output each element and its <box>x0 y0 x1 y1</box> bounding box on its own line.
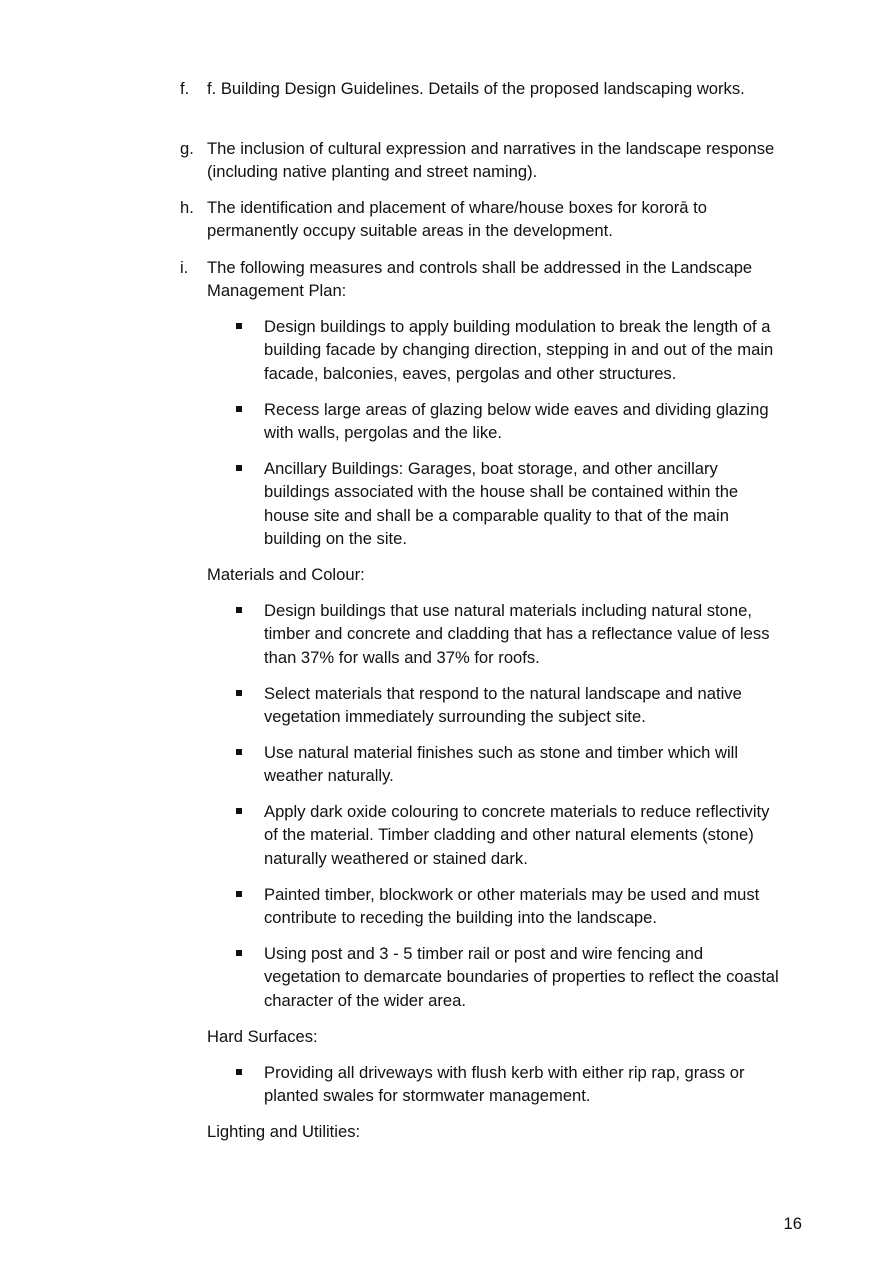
list-marker: i. <box>180 258 189 277</box>
bullet-text: Painted timber, blockwork or other materials may be used and must contribute to receding the building into the landscape. <box>264 885 760 928</box>
list-item-text: The identification and placement of whare/house boxes for kororā to permanently occupy suitable areas in the development. <box>207 198 707 241</box>
bullet-text: Recess large areas of glazing below wide eaves and dividing glazing with walls, pergolas and the like. <box>264 400 769 443</box>
list-item-text: f. Building Design Guidelines. Details of the proposed landscaping works. <box>207 79 745 98</box>
square-bullet-icon <box>236 1069 242 1075</box>
list-item-g <box>180 137 780 184</box>
list-marker: g. <box>180 139 194 158</box>
square-bullet-icon <box>236 808 242 814</box>
list-marker: h. <box>180 198 194 217</box>
square-bullet-icon <box>236 465 242 471</box>
bullet-text: Apply dark oxide colouring to concrete materials to reduce reflectivity of the material. Timber cladding and other natural elements (stone) naturally weathered or stained dark. <box>264 802 770 868</box>
bullet-item <box>236 942 796 1012</box>
bullet-text: Design buildings to apply building modulation to break the length of a building facade by changing direction, stepping in and out of the main facade, balconies, eaves, pergolas and other structures. <box>264 317 774 383</box>
list-item-text: The following measures and controls shall be addressed in the Landscape Management Plan: <box>207 258 753 301</box>
square-bullet-icon <box>236 690 242 696</box>
list-item-h <box>180 196 780 243</box>
bullet-item <box>236 883 796 930</box>
list-item-i <box>180 256 780 303</box>
page-number: 16 <box>783 1214 802 1233</box>
bullet-text: Select materials that respond to the natural landscape and native vegetation immediately surrounding the subject site. <box>264 684 742 727</box>
section-heading-materials: Materials and Colour: <box>207 565 365 584</box>
section-heading-hard-surfaces: Hard Surfaces: <box>207 1027 318 1046</box>
square-bullet-icon <box>236 406 242 412</box>
square-bullet-icon <box>236 891 242 897</box>
bullet-item <box>236 1061 796 1108</box>
bullet-item <box>236 599 796 669</box>
bullet-text: Ancillary Buildings: Garages, boat storage, and other ancillary buildings associated with the house shall be contained within the house site and shall be a comparable quality to that of the main building on the site. <box>264 459 739 549</box>
bullet-text: Design buildings that use natural materials including natural stone, timber and concrete and cladding that has a reflectance value of less than 37% for walls and 37% for roofs. <box>264 601 770 667</box>
bullet-text: Using post and 3 - 5 timber rail or post and wire fencing and vegetation to demarcate boundaries of properties to reflect the coastal character of the wider area. <box>264 944 779 1010</box>
square-bullet-icon <box>236 950 242 956</box>
square-bullet-icon <box>236 323 242 329</box>
bullet-item <box>236 398 796 445</box>
bullet-item <box>236 682 796 729</box>
bullet-item <box>236 800 796 870</box>
list-marker: f. <box>180 79 190 98</box>
list-item-f <box>180 77 780 100</box>
square-bullet-icon <box>236 607 242 613</box>
bullet-text: Use natural material finishes such as stone and timber which will weather naturally. <box>264 743 739 786</box>
section-heading-lighting: Lighting and Utilities: <box>207 1122 361 1141</box>
list-item-text: The inclusion of cultural expression and narratives in the landscape response (including native planting and street naming). <box>207 139 775 182</box>
bullet-item <box>236 741 796 788</box>
square-bullet-icon <box>236 749 242 755</box>
bullet-item <box>236 457 796 551</box>
bullet-item <box>236 315 796 385</box>
bullet-text: Providing all driveways with flush kerb with either rip rap, grass or planted swales for stormwater management. <box>264 1063 745 1106</box>
